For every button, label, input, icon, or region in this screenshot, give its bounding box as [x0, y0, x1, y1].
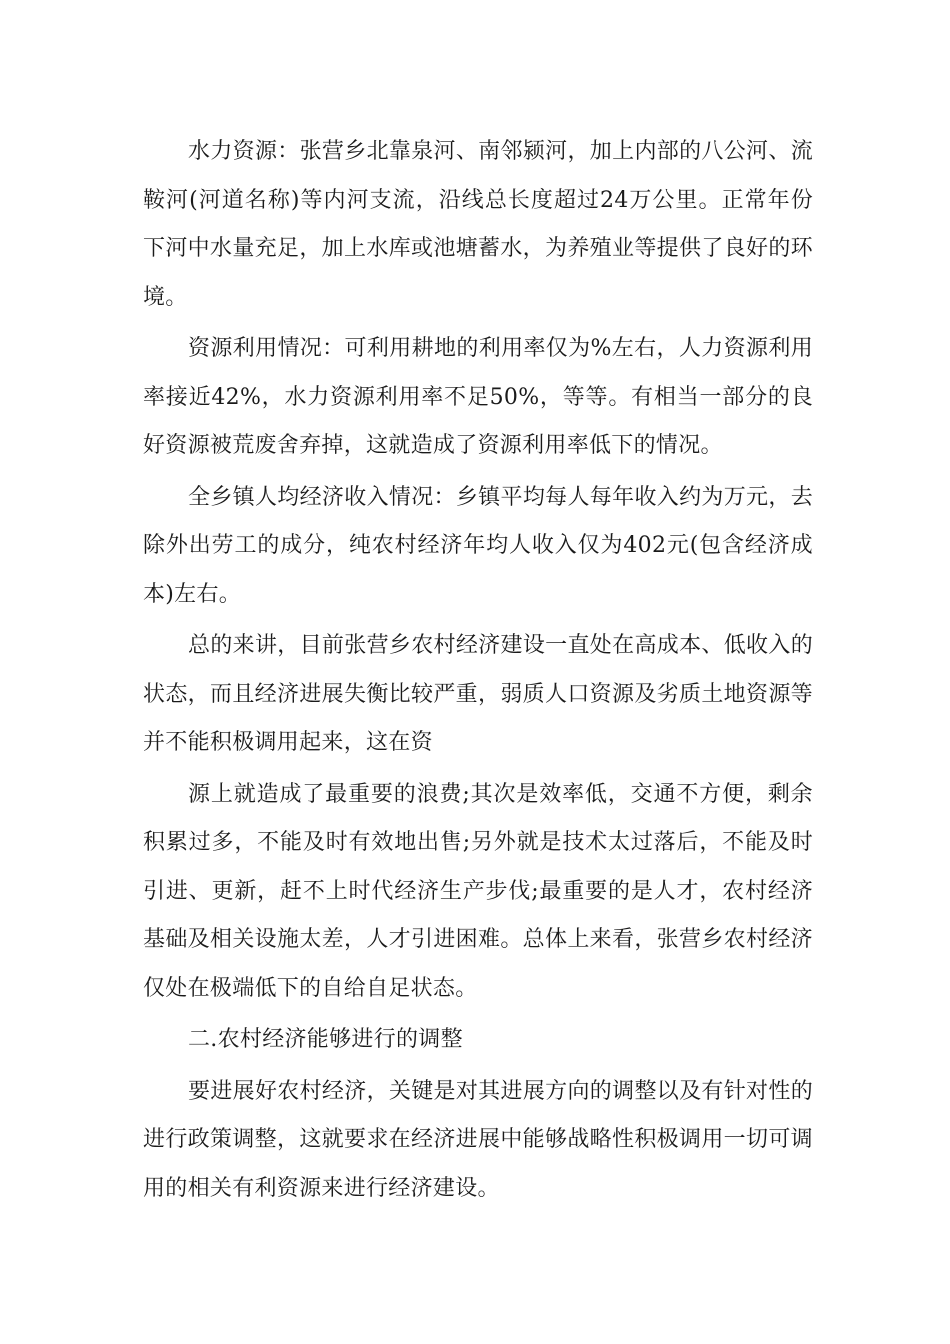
- section-heading: 二.农村经济能够进行的调整: [188, 1027, 463, 1052]
- paragraph-resource-utilization: 资源利用情况：可利用耕地的利用率仅为%左右，人力资源利用率接近42%，水力资源利用率不足50%，等等。有相当一部分的良好资源被荒废舍弃掉，这就造成了资源利用率低下的情况。: [143, 336, 813, 458]
- paragraph-problems: 源上就造成了最重要的浪费;其次是效率低，交通不方便，剩余积累过多，不能及时有效地出售;另外就是技术太过落后，不能及时引进、更新，赶不上时代经济生产步伐;最重要的是人才，农村经济基础及相关设施太差，人才引进困难。总体上来看，张营乡农村经济仅处在极端低下的自给自足状态。: [143, 781, 813, 1001]
- paragraph-per-capita-income: 全乡镇人均经济收入情况：乡镇平均每人每年收入约为万元，去除外出劳工的成分，纯农村经济年均人收入仅为402元(包含经济成本)左右。: [143, 484, 813, 607]
- document-body: [143, 128, 813, 1216]
- paragraph-water-resources: 水力资源：张营乡北靠泉河、南邻颍河，加上内部的八公河、流鞍河(河道名称)等内河支流，沿线总长度超过24万公里。正常年份下河中水量充足，加上水库或池塘蓄水，为养殖业等提供了良好的环境。: [143, 139, 813, 310]
- paragraph-adjustment: 要进展好农村经济，关键是对其进展方向的调整以及有针对性的进行政策调整，这就要求在经济进展中能够战略性积极调用一切可调用的相关有利资源来进行经济建设。: [143, 1078, 813, 1201]
- paragraph-overall-summary: 总的来讲，目前张营乡农村经济建设一直处在高成本、低收入的状态，而且经济进展失衡比较严重，弱质人口资源及劣质土地资源等并不能积极调用起来，这在资: [143, 633, 813, 755]
